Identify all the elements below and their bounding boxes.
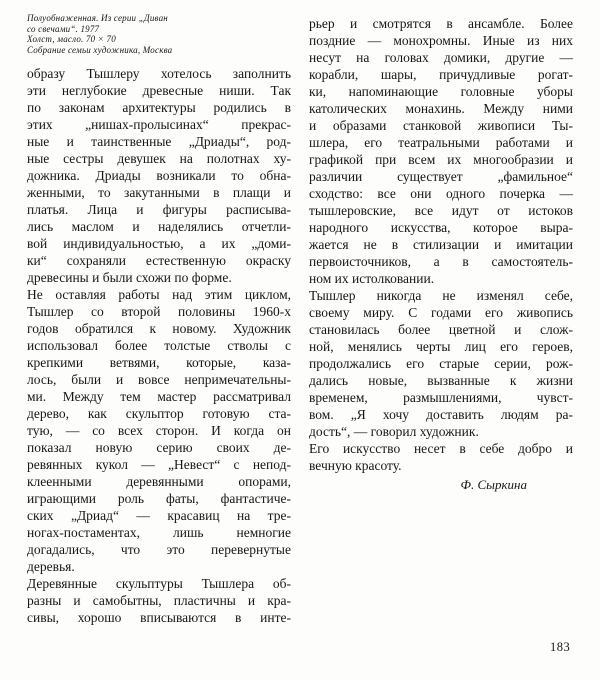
text-line: продолжались его старые серии, рож- — [309, 356, 573, 371]
text-line: дерево, как скульптор готовую ста- — [27, 406, 291, 421]
text-line: несут на головах домики, другие — — [309, 50, 573, 65]
text-line: вечную красоту. — [309, 458, 402, 473]
text-line: жается не в стилизации и имитации — [309, 237, 573, 252]
text-line: разны и самобытны, пластичны и кра- — [27, 593, 291, 608]
artwork-caption — [27, 13, 293, 55]
text-line: ских „Дриад“ — красавиц на тре- — [27, 508, 291, 523]
text-line: догадались, что это перевернутые — [27, 542, 291, 557]
text-line: ные сестры девушек на полотнах ху- — [27, 151, 291, 166]
caption-line: Собрание семьи художника, Москва — [27, 44, 173, 55]
text-line: тышлеровские, все идут от истоков — [309, 203, 573, 218]
text-line: Не оставляя работы над этим циклом, — [27, 287, 291, 302]
text-line: вой индивидуальностью, а их „доми- — [27, 236, 291, 251]
text-line: платья. Лица и фигуры расписыва- — [27, 202, 291, 217]
text-line: Его искусство несет в себе добро и — [309, 441, 573, 456]
left-text-column — [27, 65, 291, 626]
text-line: ной, менялись черты лиц его героев, — [309, 339, 573, 354]
text-line: корабли, шары, причудливые рогат- — [309, 67, 573, 82]
text-line: древесины и были схожи по форме. — [27, 270, 232, 285]
text-line: крепкими ветвями, которые, каза- — [27, 355, 291, 370]
text-line: по законам архитектуры родились в — [27, 100, 291, 115]
text-line: поздние — монохромны. Иные из них — [309, 33, 573, 48]
text-line: Деревянные скульптуры Тышлера об- — [27, 576, 291, 591]
text-line: ми. Между тем мастер рассматривал — [27, 389, 291, 404]
text-line: и образами станковой живописи Ты- — [309, 118, 573, 133]
text-line: лись маслом и наделялись отчетли- — [27, 219, 291, 234]
text-line: использовал более толстые стволы с — [27, 338, 291, 353]
text-line: своему миру. С годами его живопись — [309, 305, 573, 320]
text-line: ки“ сохраняли естественную окраску — [27, 253, 291, 268]
text-line: лось, были и вовсе непримечательны- — [27, 372, 291, 387]
text-line: первоисточников, а в самостоятель- — [309, 254, 573, 269]
text-line: тую, — со всех сторон. И когда он — [27, 423, 291, 438]
text-line: ном их истолковании. — [309, 271, 435, 286]
text-line: ревянных кукол — „Невест“ с непод- — [27, 457, 291, 472]
text-line: играющими роль фаты, фантастиче- — [27, 491, 291, 506]
caption-line: Холст, масло. 70 × 70 — [27, 34, 116, 44]
right-column-paragraphs — [309, 15, 573, 474]
text-line: становилась более цветной и слож- — [309, 322, 573, 337]
text-line: графикой при всем их многообразии и — [309, 152, 573, 167]
page-number: 183 — [550, 640, 571, 654]
text-line: эти неглубокие древесные ниши. Так — [27, 83, 291, 98]
caption-line: Полуобнаженная. Из серии „Диван — [27, 13, 168, 23]
text-line: ки, напоминающие головные уборы — [309, 84, 573, 99]
text-line: временем, размышлениями, чувст- — [309, 390, 573, 405]
text-line: ные и таинственные „Дриады“, род- — [27, 134, 291, 149]
text-line: католических монахинь. Между ними — [309, 101, 573, 116]
text-line: вом. „Я хочу доставить людям ра- — [309, 407, 573, 422]
text-line: сивы, хорошо вписываются в инте- — [27, 610, 291, 625]
text-line: шлера, его театральными работами и — [309, 135, 573, 150]
text-line: дались новые, вызванные к жизни — [309, 373, 573, 388]
text-line: женными, то закутанными в плащи и — [27, 185, 291, 200]
text-line: Тышлер со второй половины 1960-х — [27, 304, 291, 319]
text-line: Тышлер никогда не изменял себе, — [309, 288, 573, 303]
text-line: ногах-постаментах, лишь немногие — [27, 525, 291, 540]
text-line: дость“, — говорил художник. — [309, 424, 479, 439]
text-line: деревья. — [27, 559, 75, 574]
text-line: годов обратился к новому. Художник — [27, 321, 291, 336]
text-line: дожника. Дриады возникали то обна- — [27, 168, 291, 183]
author-signature: Ф. Сыркина — [460, 477, 527, 492]
text-line: народного искусства, которое выра- — [309, 220, 573, 235]
text-line: рьер и смотрятся в ансамбле. Более — [309, 16, 573, 31]
text-line: клеенными деревянными опорами, — [27, 474, 291, 489]
text-line: различии существует „фамильное“ — [309, 169, 573, 184]
text-line: этих „нишах-пролысинах“ прекрас- — [27, 117, 291, 132]
text-line: сходство: все они одного почерка — — [309, 186, 573, 201]
text-line: показал новую серию своих де- — [27, 440, 291, 455]
caption-line: со свечами“. 1977 — [27, 23, 100, 34]
right-text-column — [309, 15, 573, 493]
text-line: образу Тышлеру хотелось заполнить — [27, 66, 291, 81]
